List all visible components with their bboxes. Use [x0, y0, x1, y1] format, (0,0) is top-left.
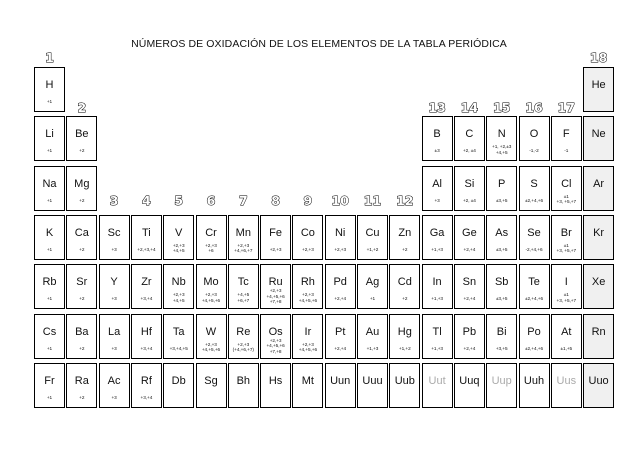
- element-symbol: Bh: [236, 374, 251, 387]
- group-number-16: 16: [525, 100, 543, 115]
- element-cell-ni: [325, 215, 356, 260]
- oxidation-states: +1,+3: [431, 345, 443, 351]
- element-cell-bi: [486, 314, 517, 359]
- element-cell-sg: [196, 363, 227, 408]
- element-symbol: I: [564, 276, 568, 289]
- element-cell-at: [551, 314, 582, 359]
- element-cell-o: [519, 116, 550, 161]
- element-symbol: Ta: [172, 325, 185, 338]
- oxidation-states: +2,+3 +4,+5,+6: [201, 341, 221, 353]
- element-cell-po: [519, 314, 550, 359]
- element-symbol: Rb: [42, 276, 57, 289]
- oxidation-states: ±1 +3, +5,+7: [556, 292, 577, 303]
- element-cell-ba: [66, 314, 97, 359]
- oxidation-states: ±1 +3, +5,+7: [556, 193, 577, 205]
- element-cell-xe: [583, 264, 614, 309]
- element-symbol: Sb: [494, 276, 509, 289]
- element-symbol: In: [432, 276, 442, 289]
- group-number-4: 4: [142, 192, 151, 208]
- element-symbol: Mn: [235, 226, 251, 239]
- oxidation-states: +2,+3 +4,+5: [172, 292, 185, 303]
- element-symbol: O: [529, 128, 539, 141]
- oxidation-states: +2: [79, 148, 85, 154]
- group-number-18: 18: [589, 50, 608, 65]
- element-cell-mo: [196, 264, 227, 309]
- oxidation-states: +2,+3: [302, 246, 314, 252]
- element-cell-sc: [99, 215, 130, 260]
- oxidation-states: +2,+3 +4,+5,+6: [201, 292, 221, 303]
- element-cell-ge: [454, 215, 485, 260]
- oxidation-states: -1,-2: [529, 148, 539, 154]
- oxidation-states: +1: [46, 345, 53, 351]
- element-cell-ti: [131, 215, 162, 260]
- element-cell-ra: [66, 363, 97, 408]
- element-symbol: Be: [75, 128, 89, 141]
- element-cell-mt: [292, 363, 323, 408]
- element-symbol: Li: [45, 128, 54, 141]
- oxidation-states: +1: [46, 246, 53, 252]
- element-cell-cr: [196, 215, 227, 260]
- element-symbol: Al: [432, 177, 442, 190]
- element-cell-zn: [389, 215, 420, 260]
- element-symbol: Fr: [44, 374, 55, 387]
- element-symbol: C: [465, 128, 474, 141]
- oxidation-states: +3: [111, 345, 117, 351]
- group-number-13: 13: [428, 100, 446, 115]
- element-symbol: Si: [464, 177, 475, 190]
- element-symbol: Cu: [365, 226, 380, 239]
- element-symbol: Ra: [74, 374, 89, 387]
- element-cell-rh: [292, 264, 323, 309]
- element-symbol: Te: [528, 276, 540, 289]
- oxidation-states: ±3: [434, 148, 440, 154]
- group-number-17: 17: [557, 100, 575, 115]
- group-number-11: 11: [363, 192, 382, 208]
- oxidation-states: ±3,+5: [495, 296, 508, 302]
- element-symbol: Sn: [462, 276, 477, 289]
- element-symbol: Ge: [462, 226, 477, 239]
- element-cell-la: [99, 314, 130, 359]
- element-symbol: Uuu: [362, 374, 383, 387]
- oxidation-states: +2,+4: [334, 345, 347, 351]
- element-cell-rf: [131, 363, 162, 408]
- group-number-8: 8: [271, 192, 280, 208]
- element-cell-al: [422, 166, 453, 211]
- element-symbol: Sr: [76, 276, 88, 289]
- oxidation-states: +1,+2: [398, 345, 411, 351]
- element-cell-mn: [228, 215, 259, 260]
- element-cell-zr: [131, 264, 162, 309]
- element-symbol: Uuo: [588, 374, 609, 387]
- element-cell-uuu: [357, 363, 388, 408]
- oxidation-states: +2: [402, 246, 408, 252]
- element-symbol: Ba: [75, 325, 89, 338]
- element-symbol: F: [562, 128, 570, 141]
- element-symbol: Hf: [140, 325, 152, 338]
- element-cell-s: [519, 166, 550, 211]
- element-symbol: V: [175, 226, 183, 239]
- element-cell-bh: [228, 363, 259, 408]
- oxidation-states: +2,+4: [463, 246, 476, 252]
- element-symbol: Cl: [561, 177, 572, 190]
- oxidation-states: +2,+4: [463, 296, 476, 302]
- element-cell-in: [422, 264, 453, 309]
- oxidation-states: +1,+3: [431, 296, 443, 302]
- element-cell-i: [551, 264, 582, 309]
- group-number-9: 9: [303, 192, 313, 208]
- element-symbol: Uun: [330, 374, 351, 387]
- element-cell-tc: [228, 264, 259, 309]
- element-cell-hs: [260, 363, 291, 408]
- oxidation-states: +3,+4: [140, 296, 153, 302]
- element-cell-os: [260, 314, 291, 359]
- oxidation-states: +2,+3 +4,+5,+6 +7,+8: [266, 337, 285, 354]
- element-cell-f: [551, 116, 582, 161]
- element-cell-pb: [454, 314, 485, 359]
- page-title: NÚMEROS DE OXIDACIÓN DE LOS ELEMENTOS DE LA TABLA PERIÓDICA: [131, 38, 507, 50]
- element-cell-tl: [422, 314, 453, 359]
- element-cell-co: [292, 215, 323, 260]
- element-symbol: Pb: [462, 325, 477, 338]
- element-symbol: Rn: [591, 325, 606, 338]
- element-cell-ga: [422, 215, 453, 260]
- oxidation-states: +1: [46, 394, 53, 400]
- element-symbol: Mt: [301, 374, 314, 387]
- element-cell-uuh: [519, 363, 550, 408]
- element-cell-ca: [66, 215, 97, 260]
- element-cell-cs: [34, 314, 65, 359]
- oxidation-states: +2,+4: [334, 296, 347, 302]
- element-cell-sn: [454, 264, 485, 309]
- oxidation-states: +3: [111, 394, 117, 400]
- group-number-7: 7: [238, 192, 248, 208]
- element-symbol: Cd: [397, 276, 412, 289]
- element-cell-n: [486, 116, 517, 161]
- element-cell-uuo: [583, 363, 614, 408]
- oxidation-states: +2,+3 +4,+5,+6 +7,+8: [266, 288, 285, 305]
- element-symbol: Ti: [142, 226, 151, 239]
- element-symbol: Uuq: [459, 374, 480, 387]
- oxidation-states: +2: [79, 394, 85, 400]
- element-symbol: Hs: [268, 374, 283, 387]
- element-symbol: Ir: [304, 325, 312, 338]
- element-symbol: Ni: [334, 226, 346, 239]
- element-cell-ag: [357, 264, 388, 309]
- element-symbol: Ne: [591, 128, 606, 141]
- element-symbol: Rf: [140, 374, 152, 387]
- oxidation-states: +1: [46, 296, 53, 302]
- oxidation-states: -2,+4,+6: [525, 246, 543, 252]
- element-cell-fr: [34, 363, 65, 408]
- element-symbol: Bi: [496, 325, 507, 338]
- oxidation-states: -1: [564, 148, 569, 154]
- group-number-15: 15: [492, 100, 511, 115]
- element-cell-nb: [163, 264, 194, 309]
- element-symbol: Tl: [432, 325, 442, 338]
- element-cell-as: [486, 215, 517, 260]
- element-symbol: Zn: [398, 226, 412, 239]
- oxidation-states: ±1 +3, +5,+7: [556, 242, 577, 254]
- oxidation-states: +2: [79, 345, 85, 351]
- element-cell-y: [99, 264, 130, 309]
- element-cell-cd: [389, 264, 420, 309]
- element-cell-pd: [325, 264, 356, 309]
- element-symbol: As: [495, 226, 509, 239]
- element-symbol: Ga: [429, 226, 445, 239]
- element-symbol: B: [433, 128, 441, 141]
- element-cell-rn: [583, 314, 614, 359]
- group-number-5: 5: [174, 192, 184, 208]
- element-cell-k: [34, 215, 65, 260]
- element-symbol: Br: [560, 226, 572, 239]
- element-cell-uun: [325, 363, 356, 408]
- element-symbol: H: [45, 79, 54, 91]
- element-cell-ta: [163, 314, 194, 359]
- element-cell-mg: [66, 166, 97, 211]
- element-cell-sb: [486, 264, 517, 309]
- element-symbol: Os: [268, 325, 283, 338]
- element-symbol: Uup: [491, 374, 512, 387]
- element-cell-si: [454, 166, 485, 211]
- group-number-2: 2: [77, 100, 87, 115]
- oxidation-states: +1,+2: [366, 246, 379, 252]
- group-number-3: 3: [109, 192, 119, 208]
- element-symbol: Po: [527, 325, 541, 338]
- element-symbol: Na: [42, 177, 57, 190]
- oxidation-states: +1: [369, 296, 376, 302]
- element-symbol: N: [497, 128, 506, 141]
- element-cell-uup: [486, 363, 517, 408]
- element-symbol: Cs: [42, 325, 57, 338]
- oxidation-states: +2, ±4: [462, 197, 476, 203]
- element-cell-v: [163, 215, 194, 260]
- element-cell-cu: [357, 215, 388, 260]
- element-cell-li: [34, 116, 65, 161]
- element-cell-br: [551, 215, 582, 260]
- oxidation-states: +3: [434, 197, 440, 203]
- element-symbol: Re: [236, 325, 251, 338]
- element-symbol: Fe: [269, 226, 283, 239]
- element-cell-sr: [66, 264, 97, 309]
- element-symbol: Au: [365, 325, 380, 338]
- element-symbol: Db: [171, 374, 186, 387]
- oxidation-states: +1: [46, 148, 53, 154]
- element-symbol: K: [45, 226, 54, 239]
- oxidation-states: +3,+4: [140, 394, 153, 400]
- element-symbol: He: [591, 79, 606, 91]
- group-number-14: 14: [460, 100, 479, 115]
- oxidation-states: +2: [79, 296, 85, 302]
- oxidation-states: +3,+4,+5: [169, 345, 188, 351]
- element-symbol: Ag: [365, 276, 380, 289]
- oxidation-states: ±2,+4,+6: [524, 296, 544, 302]
- element-cell-w: [196, 314, 227, 359]
- element-cell-p: [486, 166, 517, 211]
- element-symbol: Mo: [203, 276, 219, 289]
- oxidation-states: +2: [79, 197, 85, 203]
- element-symbol: Ar: [593, 177, 605, 190]
- element-symbol: Hg: [397, 325, 412, 338]
- element-symbol: Zr: [141, 276, 152, 289]
- element-symbol: At: [561, 325, 572, 338]
- oxidation-states: +2, ±4: [462, 148, 476, 154]
- element-cell-b: [422, 116, 453, 161]
- element-symbol: Y: [110, 276, 118, 289]
- element-cell-be: [66, 116, 97, 161]
- element-symbol: Sg: [204, 374, 218, 387]
- element-symbol: Nb: [171, 276, 186, 289]
- element-symbol: La: [107, 325, 121, 338]
- oxidation-states: ±2,+4,+6: [524, 345, 544, 351]
- element-cell-kr: [583, 215, 614, 260]
- oxidation-states: ±3,+5: [495, 197, 508, 203]
- element-cell-h: [34, 67, 65, 112]
- group-number-10: 10: [331, 192, 349, 208]
- element-symbol: Ca: [74, 226, 89, 239]
- element-cell-au: [357, 314, 388, 359]
- element-symbol: Uut: [428, 374, 446, 387]
- element-cell-ac: [99, 363, 130, 408]
- element-cell-pt: [325, 314, 356, 359]
- oxidation-states: +2,+3 +4,+5: [172, 242, 185, 254]
- element-cell-rb: [34, 264, 65, 309]
- element-cell-re: [228, 314, 259, 359]
- element-symbol: P: [498, 177, 506, 190]
- oxidation-states: +1,+3: [366, 345, 379, 351]
- element-symbol: Rh: [300, 276, 315, 289]
- element-symbol: Kr: [593, 226, 605, 239]
- element-symbol: Ru: [268, 276, 283, 289]
- oxidation-states: +1,+3: [431, 246, 443, 252]
- element-cell-fe: [260, 215, 291, 260]
- element-symbol: Se: [527, 226, 541, 239]
- group-number-6: 6: [206, 192, 216, 208]
- group-number-1: 1: [45, 50, 54, 65]
- oxidation-states: +1, +2,±3 +4,+5: [492, 144, 512, 155]
- oxidation-states: +1: [46, 197, 53, 203]
- oxidation-states: +3: [111, 296, 117, 302]
- oxidation-states: ±2,+4,+6: [524, 197, 544, 203]
- oxidation-states: ±1,+5: [560, 345, 573, 351]
- element-cell-na: [34, 166, 65, 211]
- element-symbol: Uuh: [523, 374, 545, 387]
- element-symbol: W: [205, 325, 217, 338]
- element-cell-he: [583, 67, 614, 112]
- oxidation-states: +2,+3 +6: [205, 242, 217, 254]
- oxidation-states: +2: [79, 246, 85, 252]
- element-cell-se: [519, 215, 550, 260]
- element-symbol: Ac: [107, 374, 121, 387]
- element-symbol: Pt: [334, 325, 346, 338]
- element-cell-ne: [583, 116, 614, 161]
- element-cell-hg: [389, 314, 420, 359]
- oxidation-states: +2,+3 +4,+5,+6: [298, 341, 318, 353]
- element-cell-uut: [422, 363, 453, 408]
- oxidation-states: +1: [46, 99, 53, 104]
- oxidation-states: +3: [111, 246, 117, 252]
- oxidation-states: +2,+3: [269, 246, 282, 252]
- element-cell-db: [163, 363, 194, 408]
- oxidation-states: +2: [402, 296, 408, 302]
- element-cell-uuq: [454, 363, 485, 408]
- element-symbol: Xe: [591, 276, 606, 289]
- element-cell-cl: [551, 166, 582, 211]
- oxidation-states: +3,+4: [140, 345, 153, 351]
- element-cell-uus: [551, 363, 582, 408]
- element-symbol: Pd: [333, 276, 347, 289]
- element-symbol: S: [530, 177, 538, 190]
- oxidation-states: ±3,+5: [495, 246, 508, 252]
- oxidation-states: +2,+3: [334, 246, 347, 252]
- element-cell-ar: [583, 166, 614, 211]
- oxidation-states: +4,+5 +6,+7: [237, 292, 250, 303]
- oxidation-states: +2,+3,+4: [137, 246, 156, 252]
- oxidation-states: +2,+3 (+4,+6,+7): [232, 341, 254, 353]
- group-number-12: 12: [396, 192, 414, 208]
- oxidation-states: +2,+3 +4,+6,+7: [234, 242, 253, 254]
- element-symbol: Uus: [556, 374, 577, 387]
- oxidation-states: +2,+3 +4,+5,+6: [298, 292, 318, 303]
- oxidation-states: +3,+5: [495, 345, 508, 351]
- element-symbol: Sc: [107, 226, 121, 239]
- element-cell-c: [454, 116, 485, 161]
- element-symbol: Mg: [74, 177, 90, 190]
- element-cell-uub: [389, 363, 420, 408]
- element-cell-hf: [131, 314, 162, 359]
- element-cell-te: [519, 264, 550, 309]
- element-symbol: Uub: [394, 374, 415, 387]
- element-cell-ir: [292, 314, 323, 359]
- element-cell-ru: [260, 264, 291, 309]
- oxidation-states: +2,+4: [463, 345, 476, 351]
- element-symbol: Tc: [237, 276, 249, 289]
- element-symbol: Cr: [205, 226, 217, 239]
- element-symbol: Co: [300, 226, 315, 239]
